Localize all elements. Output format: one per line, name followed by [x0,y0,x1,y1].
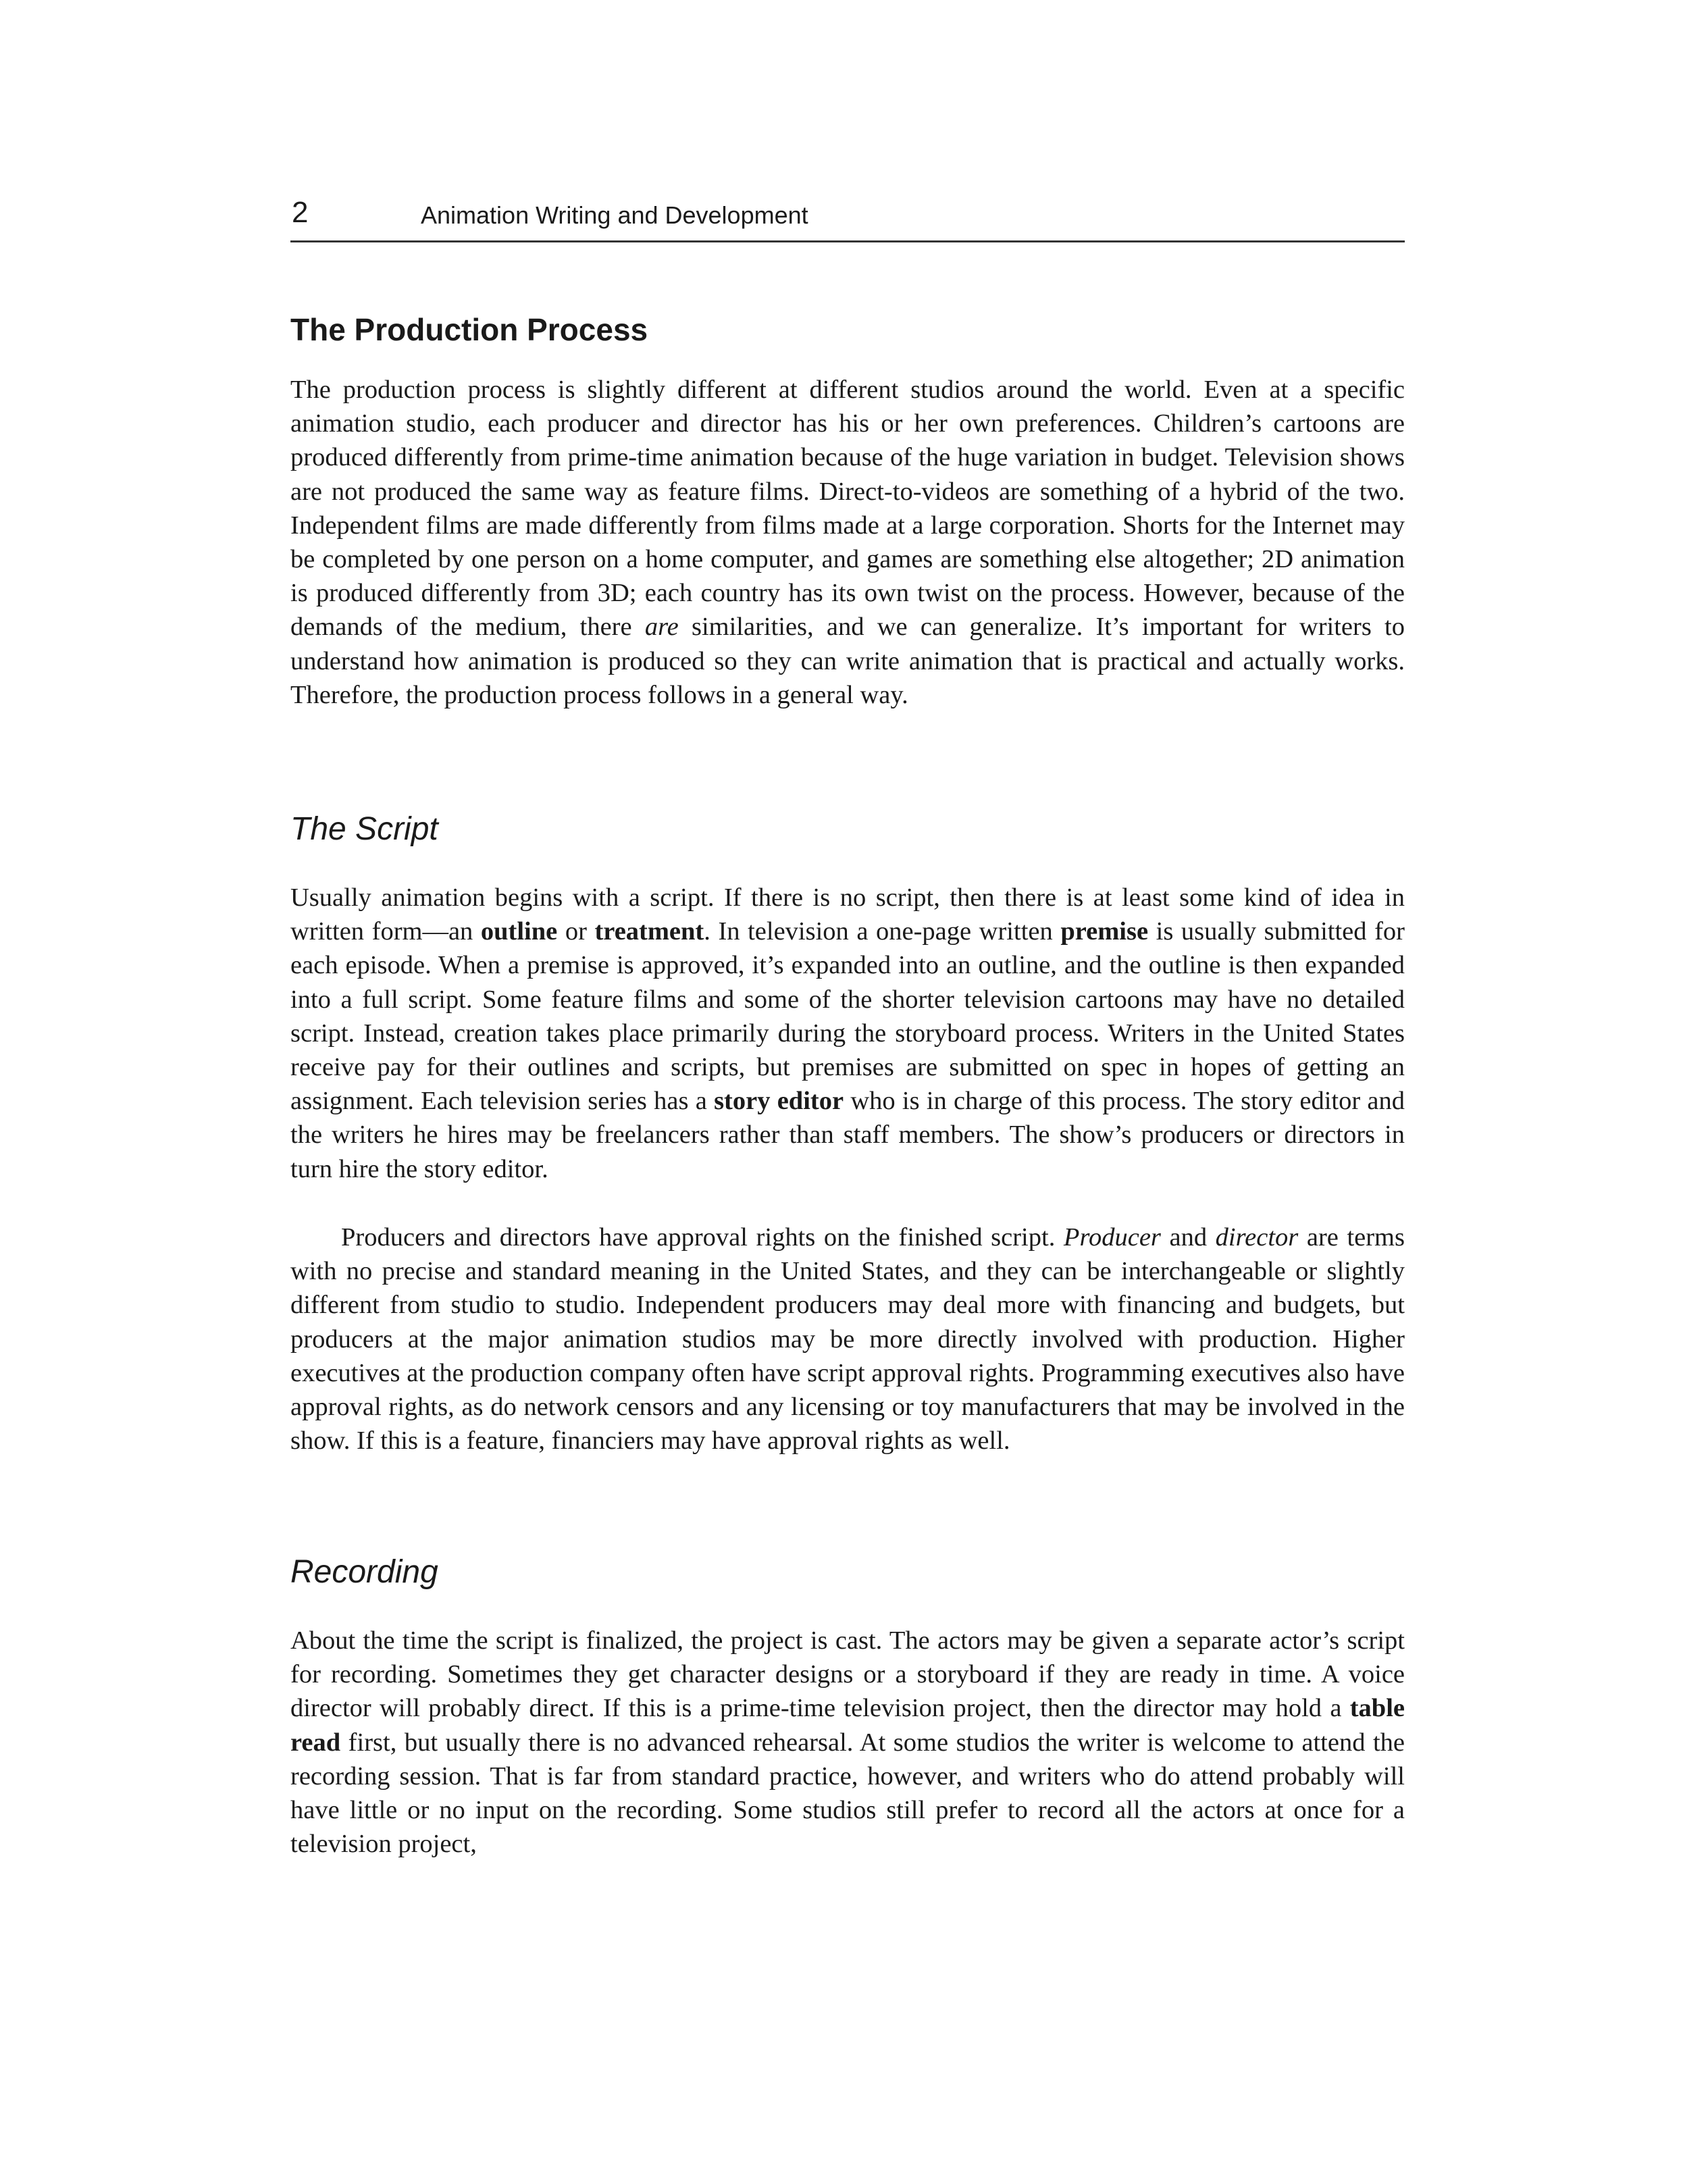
running-head-title: Animation Writing and Development [421,201,808,229]
text-run: or [557,917,595,946]
script-paragraph-2 [290,1220,1405,1458]
text-run: who is in charge of this process. The story editor and the writers he hires may be freelancers rather than staff members. The show’s producers or directors in turn hire the story editor. [290,1087,1405,1183]
text-run: are terms with no precise and standard meaning in the United States, and they can be interchangeable or slightly different from studio to studio. Independent producers may deal more with financing and budgets, but producers at the major animation studios may be more directly involved with production. Higher executives at the production company often have script approval rights. Programming executives also have approval rights, as do network censors and any licensing or toy manufacturers that may be involved in the show. If this is a feature, financiers may have approval rights as well. [290,1223,1405,1455]
emphasis-are: are [644,613,679,642]
term-treatment: treatment [594,917,704,946]
text-run: About the time the script is finalized, the project is cast. The actors may be given a separate actor’s script for recording. Sometimes they get character designs or a storyboard if they are ready in time. A voice director will probably direct. If this is a prime-time television project, then the director may hold a [290,1626,1405,1723]
subsection-heading-recording: Recording [290,1554,438,1590]
text-run: . In television a one-page written [704,917,1061,946]
text-run: The production process is slightly different at different studios around the world. Even at a specific animation studio, each producer and director has his or her own preferences. Children’s cartoons are produced differently from prime-time animation because of the huge variation in budget. Television shows are not produced the same way as feature films. Direct-to-videos are something of a hybrid of the two. Independent films are made differently from films made at a large corporation. Shorts for the Internet may be completed by one person on a home computer, and games are something else altogether; 2D animation is produced differently from 3D; each country has its own twist on the process. However, because of the demands of the medium, there [290,376,1405,642]
term-premise: premise [1060,917,1149,946]
section-heading-production-process: The Production Process [290,312,648,347]
page-number: 2 [292,196,309,229]
production-process-paragraph [290,373,1405,712]
emphasis-producer: Producer [1063,1223,1161,1252]
text-run: and [1160,1223,1216,1252]
emphasis-director: director [1215,1223,1299,1252]
book-page [290,0,1405,2164]
term-outline: outline [480,917,558,946]
term-table-read: table read [290,1694,1405,1757]
text-run: similarities, and we can generalize. It’s important for writers to understand how animation is produced so they can write animation that is practical and actually works. Therefore, the production process follows in a general way. [290,613,1405,709]
term-story-editor: story editor [714,1087,844,1116]
text-run: first, but usually there is no advanced rehearsal. At some studios the writer is welcome to attend the recording session. That is far from standard practice, however, and writers who do attend probably will have little or no input on the recording. Some studios still prefer to record all the actors at once for a television project, [290,1728,1405,1859]
text-run: Usually animation begins with a script. If there is no script, then there is at least some kind of idea in written form—an [290,883,1405,946]
subsection-heading-script: The Script [290,811,438,847]
script-paragraph-1 [290,881,1405,1186]
text-run: Producers and directors have approval rights on the finished script. [341,1223,1064,1252]
text-run: is usually submitted for each episode. When a premise is approved, it’s expanded into an outline, and the outline is then expanded into a full script. Some feature films and some of the shorter television cartoons may have no detailed script. Instead, creation takes place primarily during the storyboard process. Writers in the United States receive pay for their outlines and scripts, but premises are submitted on spec in hopes of getting an assignment. Each television series has a [290,917,1405,1116]
running-head [290,192,1405,242]
recording-paragraph [290,1624,1405,1861]
